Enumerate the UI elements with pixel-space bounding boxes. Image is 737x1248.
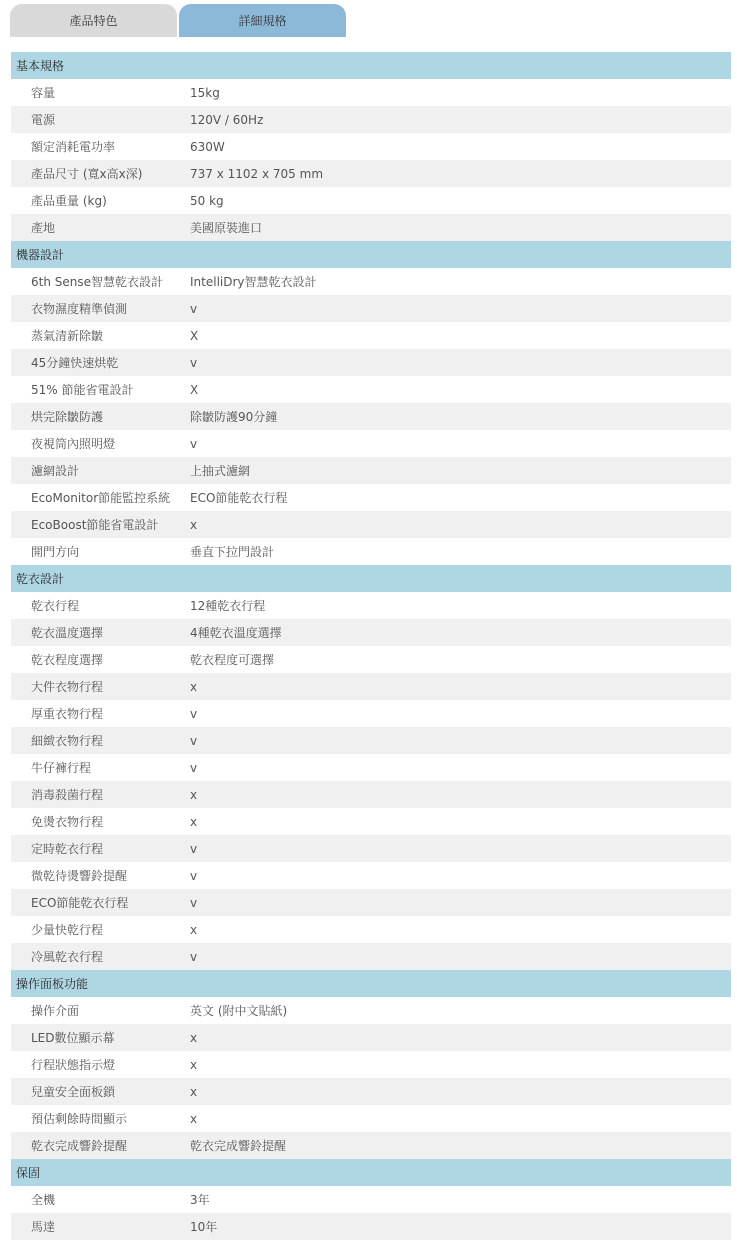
spec-value: x (190, 787, 198, 802)
spec-label: 電源 (31, 113, 56, 127)
spec-label: 濾網設計 (31, 464, 80, 478)
spec-value: v (190, 706, 198, 721)
spec-row (11, 160, 731, 187)
spec-label: 6th Sense智慧乾衣設計 (31, 275, 164, 289)
spec-label: ECO節能乾衣行程 (31, 896, 129, 910)
spec-label: 細緻衣物行程 (31, 734, 104, 748)
spec-row (11, 754, 731, 781)
spec-label: 牛仔褲行程 (31, 761, 92, 775)
spec-label: 容量 (31, 86, 56, 100)
spec-value: 美國原裝進口 (190, 221, 263, 235)
spec-label: EcoBoost節能省電設計 (31, 518, 159, 532)
spec-label: 夜視筒內照明燈 (31, 437, 116, 451)
spec-value: v (190, 895, 198, 910)
spec-value: v (190, 760, 198, 775)
spec-label: 免燙衣物行程 (31, 815, 104, 829)
spec-value: 120V / 60Hz (190, 112, 264, 127)
spec-row (11, 727, 731, 754)
spec-value: 乾衣程度可選擇 (190, 653, 275, 667)
spec-value: 15kg (190, 85, 220, 100)
spec-value: 除皺防護90分鐘 (190, 410, 278, 424)
spec-label: 冷風乾衣行程 (31, 950, 104, 964)
spec-value: x (190, 922, 198, 937)
spec-label: 操作介面 (31, 1004, 80, 1018)
spec-row (11, 187, 731, 214)
spec-row (11, 781, 731, 808)
spec-label: 乾衣行程 (31, 599, 80, 613)
spec-value: ECO節能乾衣行程 (190, 491, 288, 505)
spec-row (11, 268, 731, 295)
spec-row (11, 430, 731, 457)
spec-row (11, 484, 731, 511)
spec-label: 行程狀態指示燈 (31, 1058, 116, 1072)
spec-value: v (190, 841, 198, 856)
spec-label: 烘完除皺防護 (31, 410, 104, 424)
spec-label: 乾衣程度選擇 (31, 653, 104, 667)
spec-label: 兒童安全面板鎖 (31, 1085, 116, 1099)
spec-value: v (190, 733, 198, 748)
spec-row (11, 1132, 731, 1159)
spec-label: 乾衣完成響鈴提醒 (31, 1139, 128, 1153)
section-header: 機器設計 (11, 241, 731, 268)
spec-label: 全機 (31, 1193, 56, 1207)
spec-label: EcoMonitor節能監控系統 (31, 491, 171, 505)
spec-value: 10年 (190, 1220, 218, 1234)
spec-row (11, 943, 731, 970)
spec-value: 737 x 1102 x 705 mm (190, 166, 324, 181)
spec-value: v (190, 868, 198, 883)
spec-value: 垂直下拉門設計 (190, 545, 275, 559)
specs-table (11, 52, 731, 1240)
spec-value: v (190, 949, 198, 964)
section-header: 乾衣設計 (11, 565, 731, 592)
spec-row (11, 889, 731, 916)
spec-label: 微乾待燙響鈴提醒 (31, 869, 128, 883)
spec-value: x (190, 1030, 198, 1045)
spec-label: 少量快乾行程 (31, 923, 104, 937)
spec-label: 乾衣溫度選擇 (31, 626, 104, 640)
spec-value: 3年 (190, 1193, 210, 1207)
spec-row (11, 916, 731, 943)
spec-value: X (190, 382, 199, 397)
spec-row (11, 997, 731, 1024)
spec-row (11, 1213, 731, 1240)
spec-row (11, 673, 731, 700)
spec-value: 12種乾衣行程 (190, 599, 266, 613)
spec-row (11, 376, 731, 403)
spec-label: 消毒殺菌行程 (31, 788, 104, 802)
spec-label: 定時乾衣行程 (31, 842, 104, 856)
tab-detailed-specs[interactable]: 詳細規格 (179, 4, 346, 37)
spec-label: 開門方向 (31, 545, 80, 559)
spec-value: x (190, 679, 198, 694)
spec-label: 馬達 (31, 1220, 56, 1234)
spec-row (11, 592, 731, 619)
spec-label: 預估剩餘時間顯示 (31, 1112, 128, 1126)
spec-value: x (190, 814, 198, 829)
spec-row (11, 538, 731, 565)
spec-value: 乾衣完成響鈴提醒 (190, 1139, 287, 1153)
spec-row (11, 79, 731, 106)
spec-value: 4種乾衣溫度選擇 (190, 626, 282, 640)
spec-row (11, 1051, 731, 1078)
spec-row (11, 1186, 731, 1213)
spec-row (11, 511, 731, 538)
spec-row (11, 862, 731, 889)
spec-row (11, 619, 731, 646)
spec-label: 衣物濕度精準偵測 (31, 302, 128, 316)
spec-label: 蒸氣清新除皺 (31, 329, 104, 343)
spec-row (11, 295, 731, 322)
spec-row (11, 808, 731, 835)
spec-value: v (190, 436, 198, 451)
spec-value: x (190, 1057, 198, 1072)
spec-value: v (190, 301, 198, 316)
spec-label: LED數位顯示幕 (31, 1031, 115, 1045)
spec-row (11, 403, 731, 430)
spec-row (11, 106, 731, 133)
spec-row (11, 214, 731, 241)
spec-label: 產品重量 (kg) (31, 194, 107, 208)
spec-row (11, 457, 731, 484)
spec-row (11, 349, 731, 376)
spec-label: 51% 節能省電設計 (31, 383, 134, 397)
spec-row (11, 1078, 731, 1105)
spec-label: 厚重衣物行程 (31, 707, 104, 721)
tab-product-features[interactable]: 產品特色 (10, 4, 177, 37)
spec-row (11, 133, 731, 160)
tab-bar (10, 4, 348, 37)
spec-label: 產地 (31, 221, 56, 235)
spec-value: x (190, 517, 198, 532)
section-header: 操作面板功能 (11, 970, 731, 997)
spec-row (11, 1024, 731, 1051)
spec-row (11, 1105, 731, 1132)
spec-label: 額定消耗電功率 (31, 140, 116, 154)
section-header: 基本規格 (11, 52, 731, 79)
spec-row (11, 646, 731, 673)
spec-label: 45分鐘快速烘乾 (31, 356, 119, 370)
spec-value: 50 kg (190, 193, 224, 208)
spec-value: 上抽式濾網 (190, 464, 251, 478)
spec-value: X (190, 328, 199, 343)
spec-value: x (190, 1111, 198, 1126)
spec-value: 英文 (附中文貼紙) (190, 1004, 288, 1018)
spec-row (11, 835, 731, 862)
spec-value: v (190, 355, 198, 370)
spec-label: 產品尺寸 (寬x高x深) (31, 167, 143, 181)
spec-value: 630W (190, 139, 225, 154)
spec-value: x (190, 1084, 198, 1099)
spec-row (11, 700, 731, 727)
section-header: 保固 (11, 1159, 731, 1186)
spec-value: IntelliDry智慧乾衣設計 (190, 275, 317, 289)
spec-label: 大件衣物行程 (31, 680, 104, 694)
spec-row (11, 322, 731, 349)
